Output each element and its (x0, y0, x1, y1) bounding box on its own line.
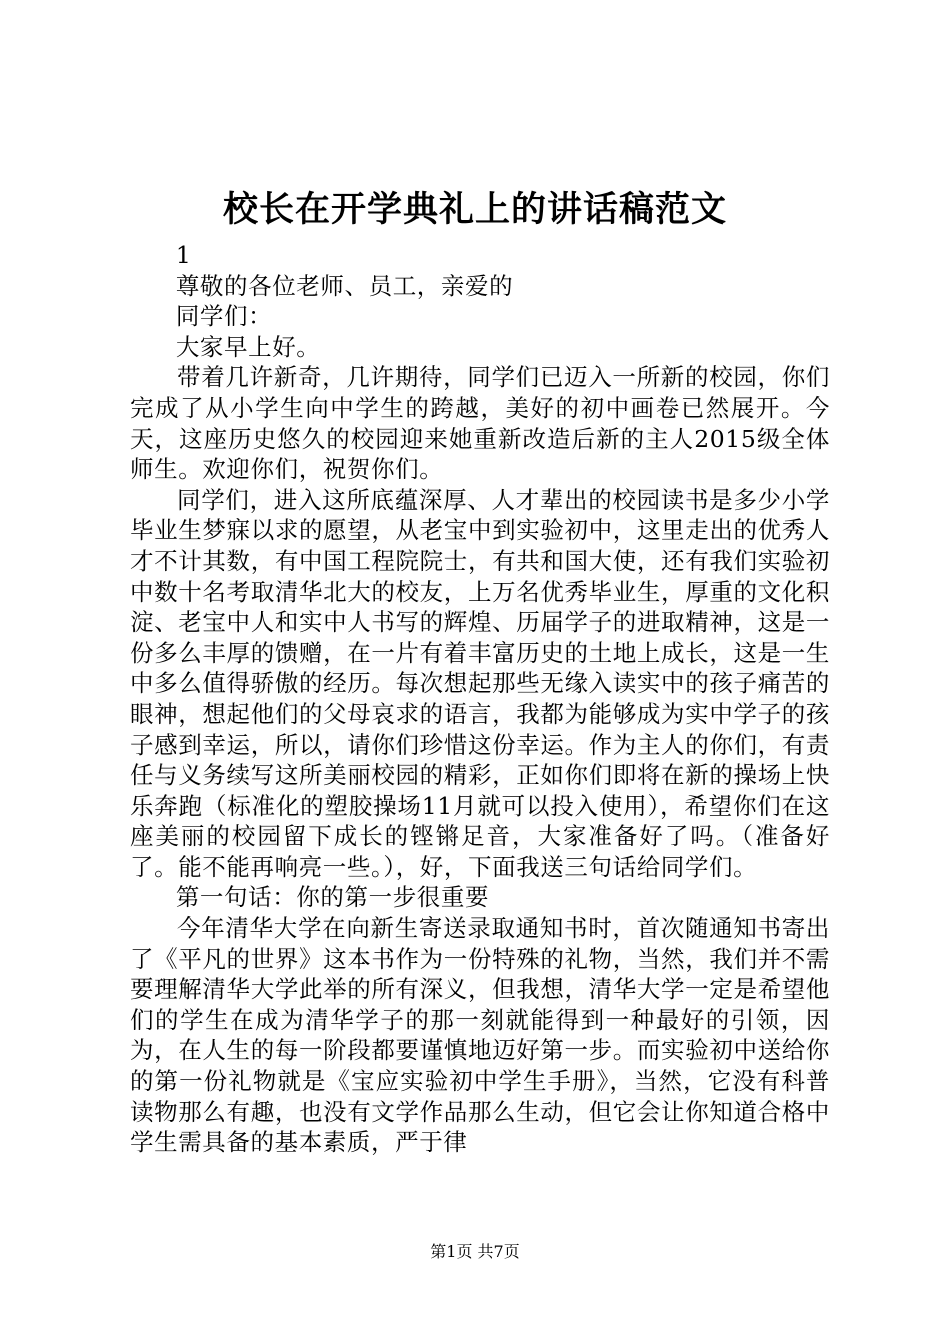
paragraph-school-history: 同学们，进入这所底蕴深厚、人才辈出的校园读书是多少小学毕业生梦寐以求的愿望，从老宝中到实验初中，这里走出的优秀人才不计其数，有中国工程院院士，有共和国大使，还有我们实验初中数十名考取清华北大的校友，上万名优秀毕业生，厚重的文化积淀、老宝中人和实中人书写的辉煌、历届学子的进取精神，这是一份多么丰厚的馈赠，在一片有着丰富历史的土地上成长，这是一生中多么值得骄傲的经历。每次想起那些无缘入读实中的孩子痛苦的眼神，想起他们的父母哀求的语言，我都为能够成为实中学子的孩子感到幸运，所以，请你们珍惜这份幸运。作为主人的你们，有责任与义务续写这所美丽校园的精彩，正如你们即将在新的操场上快乐奔跑（标准化的塑胶操场11月就可以投入使用），希望你们在这座美丽的校园留下成长的铿锵足音，大家准备好了吗。（准备好了。能不能再响亮一些。），好，下面我送三句话给同学们。 (130, 485, 830, 881)
paragraph-welcome: 带着几许新奇，几许期待，同学们已迈入一所新的校园，你们完成了从小学生向中学生的跨越，美好的初中画卷已然展开。今天，这座历史悠久的校园迎来她重新改造后新的主人2015级全体师生。欢迎你们，祝贺你们。 (130, 363, 830, 484)
document-body (130, 240, 830, 1158)
page-footer: 第1页 共7页 (430, 1242, 520, 1261)
document-title: 校长在开学典礼上的讲话稿范文 (222, 189, 727, 230)
salutation-line-1: 尊敬的各位老师、员工，亲爱的 (175, 271, 514, 300)
greeting: 大家早上好。 (175, 332, 321, 361)
paragraph-number: 1 (175, 241, 192, 269)
salutation-line-2: 同学们： (175, 302, 273, 331)
paragraph-first-step: 今年清华大学在向新生寄送录取通知书时，首次随通知书寄出了《平凡的世界》这本书作为一份特殊的礼物，当然，我们并不需要理解清华大学此举的所有深义，但我想，清华大学一定是希望他们的学生在成为清华学子的那一刻就能得到一种最好的引领，因为，在人生的每一阶段都要谨慎地迈好第一步。而实验初中送给你的第一份礼物就是《宝应实验初中学生手册》，当然，它没有科普读物那么有趣，也没有文学作品那么生动，但它会让你知道合格中学生需具备的基本素质，严于律 (130, 914, 830, 1157)
section-heading-first: 第一句话：你的第一步很重要 (175, 883, 490, 912)
